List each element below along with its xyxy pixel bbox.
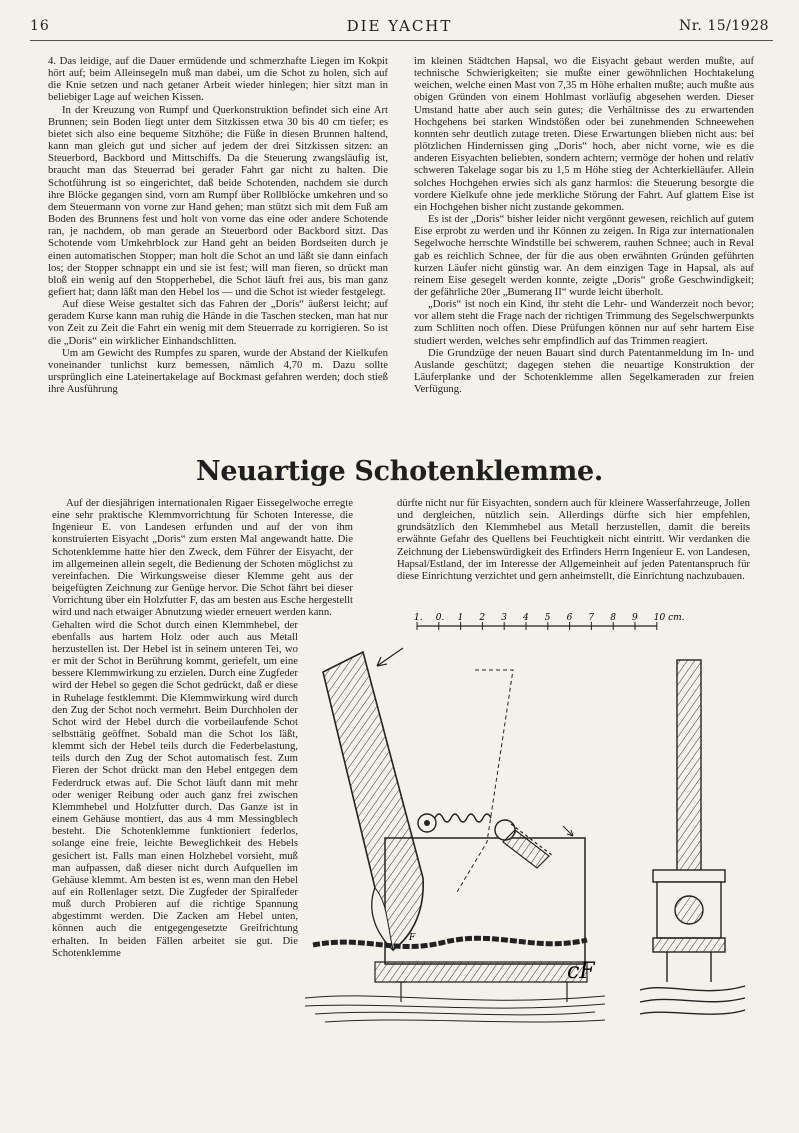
scale-label: 3 [501, 613, 507, 623]
scale-label: 6 [566, 613, 573, 623]
cleat-technical-drawing [305, 610, 775, 1030]
pivot-pin [424, 820, 430, 826]
scale-label: 9 [632, 613, 638, 623]
sheet-rope [313, 938, 587, 946]
tension-spring [435, 814, 491, 822]
scale-label: 5 [544, 613, 551, 623]
scale-label: 10 cm. [653, 613, 685, 623]
paragraph: im kleinen Städtchen Hapsal, wo die Eisyacht gebaut werden mußte, auf technische Schwierigkeiten; sie mußte einer gewöhnlichen Hochtakelung weichen, welche einen Mast von 7,35 m Höhe erhalten mußte; auch mußte aus obigen Gründen von einem Hohlmast vorläufig abgesehen werden. Dieser Umstand hatte aber auch sein gutes; die Verhältnisse des zu erwartenden Hochgehens bei starken Windstößen oder bei zunehmenden Schneewehen konnten sehr deutlich zutage treten. Diese Erwartungen blieben nicht aus: bei plötzlichen Hindernissen ging „Doris“ hoch, aber nicht vorne, wie es die anderen Eisyachten beliebten, sondern achtern; vermöge der hohen und relativ schweren Takelage sogar bis zu 1,5 m Höhe stieg der Achterkielläufer. Allein solches Hochgehen erwies sich als ganz harmlos: die Steuerung besorgte die vordere Kielkufe ohne jede merkliche Störung der Fahrt. Auf glattem Eise ist ein Hochgehen bisher nicht zustande gekommen. [414, 55, 754, 213]
scale-label: 8 [610, 613, 616, 623]
paragraph: Es ist der „Doris“ bisher leider nicht vergönnt gewesen, reichlich auf gutem Eise erprobt zu werden und ihr Können zu zeigen. In Riga zur internationalen Segelwoche herrschte Windstille bei schwerem, rauhen Schnee; auch in Reval gab es reichlich Schnee, der für die aus oben erwähnten Gründen geführten kurzen Läufer nicht günstig war. An dem einzigen Tage in Hapsal, als auf reinem Eise gesegelt werden konnte, zeigte „Doris“ große Geschwindigkeit; der gefährliche 20er „Bumerang II“ wurde leicht überholt. [414, 213, 754, 298]
artist-signature: cF [567, 959, 595, 984]
paragraph: Gehalten wird die Schot durch einen Klemmhebel, der ebenfalls aus hartem Holz oder auch aus Metall herzustellen ist. Der Hebel ist in seinem unteren Tei, wo er mit der Schot in Berührung kommt, geriefelt, um eine bessere Klemmwirkung zu erzielen. Durch eine Zugfeder wird der Hebel so gegen die Schot gedrückt, daß er diese in Ruhelage festklemmt. Die Klemmwirkung wird durch den Zug der Schot noch vermehrt. Beim Durchholen der Schot wird der Hebel durch die vorbeilaufende Schot selbsttätig geöffnet. Sobald man die Schot los läßt, klemmt sich der Hebel teils durch die Federbelastung, teils durch den Zug der Schot automatisch fest. Zum Fieren der Schot drückt man den Hebel entgegen dem Federdruck etwas auf. Die Schot läuft dann mit mehr oder weniger Reibung oder auch ganz frei zwischen Klemmhebel und Holzfutter durch. Das Ganze ist in einem Gehäuse montiert, das aus 4 mm Messingblech besteht. Die Schotenklemme funktioniert federlos, solange eine freie, leichte Beweglichkeit des Hebels gesichert ist. Falls man einen Holzhebel vorsieht, muß man aufpassen, daß dieser nicht durch Aufquellen im Gehäuse klemmt. Am besten ist es, wenn man den Hebel auf ein Rollenlager setzt. Die Zugfeder der Spiralfeder muß durch Probieren auf die richtige Spannung abgestimmt werden. Die Zacken am Hebel unten, können auch die entgegengesetzte Greifrichtung erhalten. In beiden Fällen arbeitet sie gut. Die Schotenklemme [52, 618, 298, 959]
paragraph: Auf der diesjährigen internationalen Rigaer Eissegelwoche erregte eine sehr praktische Klemmvorrichtung für Schoten Interesse, die Ingenieur E. von Landesen erfunden und auf der von ihm konstruierten Eisyacht „Doris“ zum ersten Mal angewandt hatte. Die Schotenklemme hatte hier den Zweck, dem Führer der Eisyacht, der im allgemeinen allein segelt, die Bedienung der Schoten möglichst zu vereinfachen. Die Wirkungsweise dieser Klemme geht aus der beigefügten Zeichnung zur Genüge hervor. Die Schot fährt bei dieser Vorrichtung über ein Holzfutter F, das am besten aus Esche hergestellt wird und nach etwaiger Abnutzung wieder erneuert werden kann. [52, 497, 353, 619]
lever-open-position [457, 670, 513, 892]
side-view [640, 660, 745, 1014]
scale-label: 1. [414, 613, 423, 623]
label-f: F [409, 933, 416, 943]
page-number: 16 [30, 18, 50, 34]
wood-lining-f [375, 962, 587, 982]
paragraph: In der Kreuzung von Rumpf und Querkonstruktion befindet sich eine Art Brunnen; sein Boden liegt unter dem Sitzkissen etwa 30 bis 40 cm tiefer; es bietet sich also eine bequeme Sitzhöhe; die Füße in diesen Brunnen haltend, kann man gleich gut und sicher auf jedem der drei Sitzkissen sitzen: an Steuerbord, Backbord und Mittschiffs. Da die Steuerung zwangsläufig ist, braucht man das Steuerrad bei gerader Fahrt gar nicht zu halten. Die Schotführung ist so eingerichtet, daß beide Schotenden, nachdem sie durch ihre Blöcke gegangen sind, vorn am Rumpf über Rollblöcke umkehren und so dem Steuermann von vorne zur Hand gehen; man stützt sich mit dem Fuß am Boden des Brunnens fest und holt von vorne das eine oder andere Schotende ran, je nachdem, ob man gerade an Steuerbord oder Backbord sitzt. Das Schotende vom Umkehrblock zur Hand geht an beiden Bordseiten durch je einen automatischen Stopper; man holt die Schot an und läßt sie dann einfach los; der Stopper schnappt ein und sie ist fest; will man fieren, so drückt man bloß ein wenig auf den Stopperhebel, die Schot läuft frei aus, bis man ganz gefiert hat; dann läßt man den Hebel los — und die Schot ist wieder festgelegt. [48, 103, 388, 298]
scale-labels [414, 613, 685, 623]
article-column-bottom-right [397, 497, 750, 582]
article-column-top-right [414, 55, 754, 395]
paragraph: Auf diese Weise gestaltet sich das Fahren der „Doris“ äußerst leicht; auf geradem Kurse kann man ruhig die Hände in die Taschen stecken, man hat nur von Zeit zu Zeit die Fahrt ein wenig mit dem Steuerrade zu korrigieren. So ist die „Doris“ ein wirklicher Einhandschlitten. [48, 298, 388, 347]
paragraph: Die Grundzüge der neuen Bauart sind durch Patentanmeldung im In- und Auslande geschützt; dagegen stehen die neuartige Konstruktion der Läuferplanke und der Schotenklemme allen Segelkameraden zur freien Verfügung. [414, 346, 754, 396]
scale-label: 1 [457, 613, 464, 623]
base-plank [305, 996, 605, 1022]
drawing-svg [305, 610, 775, 1030]
paragraph: „Doris“ ist noch ein Kind, ihr steht die Lehr- und Wanderzeit noch bevor; vor allem steht die Frage nach der richtigen Trimmung des Segelschwerpunkts zum Schlitten noch offen. Diese Prüfungen können nur auf sehr hartem Eise studiert werden, welches sehr empfindlich auf das Trimmen reagiert. [414, 298, 754, 347]
paragraph: 4. Das leidige, auf die Dauer ermüdende und schmerzhafte Liegen im Kokpit hört auf; beim Alleinsegeln muß man dabei, um die Schot zu holen, sich auf die Knie setzen und nach getaner Arbeit wieder hinlegen; hier sitzt man in beliebiger Lage auf weichen Kissen. [48, 55, 388, 104]
scale-label: 7 [588, 613, 595, 623]
paragraph: dürfte nicht nur für Eisyachten, sondern auch für kleinere Wasserfahrzeuge, Jollen und dergleichen, nützlich sein. Allerdings dürfte sich hier empfehlen, grundsätzlich den Klemmhebel aus Metall herzustellen, damit die bereits erwähnte Gefahr des Quellens bei Feuchtigkeit nicht eintritt. Wir verdanken die Zeichnung der Liebenswürdigkeit des Erfinders Herrn Ingenieur E. von Landesen, Hapsal/Estland, der im Interesse der Allgemeinheit auf jeden Patentanspruch für diese Einrichtung verzichtet und gern anheimstellt, die Einrichtung nachzubauen. [397, 497, 750, 582]
article-column-top-left [48, 55, 388, 395]
header-rule [30, 40, 773, 41]
article-headline: Neuartige Schotenklemme. [196, 456, 603, 487]
issue-number: Nr. 15/1928 [679, 18, 769, 34]
arrow-icon [377, 648, 403, 666]
scale-bar [417, 622, 657, 630]
direction-arrow-icon [563, 826, 573, 836]
scale-label: 2 [479, 613, 486, 623]
scale-label: 4 [523, 613, 529, 623]
journal-title: DIE YACHT [346, 17, 453, 35]
paragraph: Um am Gewicht des Rumpfes zu sparen, wurde der Abstand der Kielkufen voneinander tunlichst kurz bemessen, nämlich 4,70 m. Dazu sollte ursprünglich eine Lateinertakelage auf Bockmast gefahren werden; doch stieß ihre Ausführung [48, 346, 388, 396]
mounting-bolts [395, 982, 573, 1002]
scale-label: 0. [435, 613, 445, 623]
